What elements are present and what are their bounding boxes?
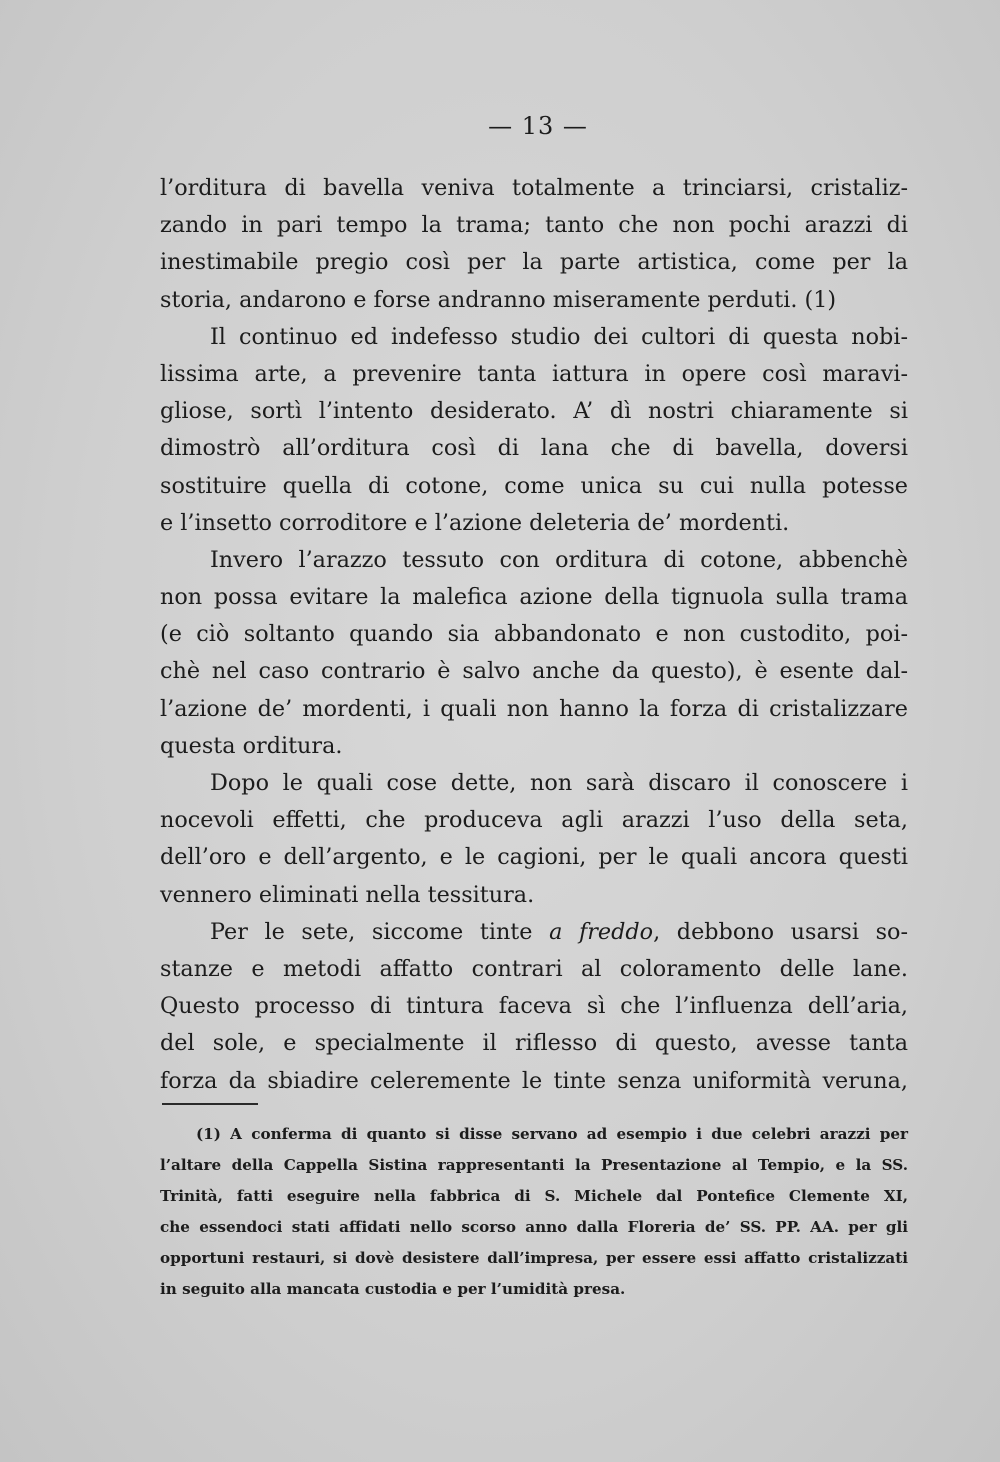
text-line: Invero l’arazzo tessuto con orditura di cotone, abbenchè <box>210 546 908 573</box>
text-line: l’azione de’ mordenti, i quali non hanno la forza di cristalizzare <box>160 695 908 722</box>
footnote-line: in seguito alla mancata custodia e per l’umidità presa. <box>160 1280 626 1298</box>
text-segment: Per le sete, siccome tinte <box>210 918 550 945</box>
footnote-line: (1) A conferma di quanto si disse servano ad esempio i due celebri arazzi per <box>196 1125 908 1143</box>
text-line: Questo processo di tintura faceva sì che l’influenza dell’aria, <box>160 993 908 1020</box>
text-segment: , debbono usarsi so- <box>653 918 908 945</box>
paragraph <box>160 542 908 765</box>
text-line: Il continuo ed indefesso studio dei cultori di questa nobi- <box>210 323 908 350</box>
text-line: inestimabile pregio così per la parte artistica, come per la <box>160 249 908 276</box>
text-line: chè nel caso contrario è salvo anche da questo), è esente dal- <box>160 658 908 685</box>
text-line: questa orditura. <box>160 732 343 759</box>
footnote <box>160 1119 908 1305</box>
text-line: gliose, sortì l’intento desiderato. A’ dì nostri chiaramente si <box>160 398 908 425</box>
paragraph <box>160 914 908 1100</box>
text-line: zando in pari tempo la trama; tanto che non pochi arazzi di <box>160 212 908 239</box>
text-line: nocevoli effetti, che produceva agli arazzi l’uso della seta, <box>160 807 908 834</box>
text-line: Dopo le quali cose dette, non sarà discaro il conoscere i <box>210 770 908 796</box>
text-line: l’orditura di bavella veniva totalmente a trinciarsi, cristaliz- <box>160 175 908 201</box>
paragraph <box>160 765 908 914</box>
text-line: stanze e metodi affatto contrari al coloramento delle lane. <box>160 955 908 982</box>
text-line: forza da sbiadire celeremente le tinte senza uniformità veruna, <box>160 1067 908 1094</box>
text-line: non possa evitare la malefica azione della tignuola sulla trama <box>160 584 908 611</box>
text-line <box>160 914 908 951</box>
text-line: dell’oro e dell’argento, e le cagioni, per le quali ancora questi <box>160 844 908 871</box>
text-line: storia, andarono e forse andranno miseramente perduti. (1) <box>160 286 837 313</box>
footnote-line: che essendoci stati affidati nello scorso anno dalla Floreria de’ SS. PP. AA. per gli <box>160 1218 908 1236</box>
text-line: e l’insetto corroditore e l’azione deleteria de’ mordenti. <box>160 509 790 536</box>
footnote-line: Trinità, fatti eseguire nella fabbrica di S. Michele dal Pontefice Clemente XI, <box>160 1187 908 1205</box>
paragraph <box>160 170 908 319</box>
italic-term: a freddo <box>549 918 654 945</box>
text-line: lissima arte, a prevenire tanta iattura in opere così maravi- <box>160 360 908 387</box>
footnote-line: l’altare della Cappella Sistina rappresentanti la Presentazione al Tempio, e la SS. <box>160 1156 908 1174</box>
text-line: dimostrò all’orditura così di lana che di bavella, doversi <box>160 435 908 462</box>
text-line: sostituire quella di cotone, come unica su cui nulla potesse <box>160 472 908 499</box>
page-number: — 13 — <box>488 112 588 140</box>
footnote-line: opportuni restauri, si dovè desistere dall’impresa, per essere essi affatto cristalizzati <box>160 1249 908 1267</box>
paragraph <box>160 319 908 542</box>
text-line: vennero eliminati nella tessitura. <box>160 881 535 908</box>
footnote-divider <box>162 1103 258 1105</box>
text-line: (e ciò soltanto quando sia abbandonato e non custodito, poi- <box>160 621 908 648</box>
body-text <box>160 170 908 1100</box>
text-line: del sole, e specialmente il riflesso di questo, avesse tanta <box>160 1030 908 1057</box>
